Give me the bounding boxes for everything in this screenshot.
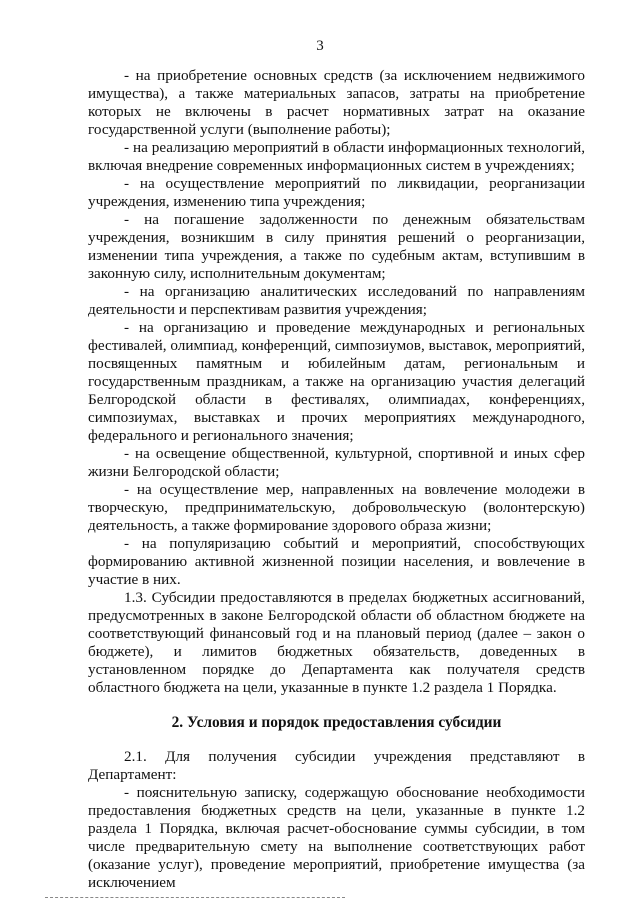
paragraph: - на популяризацию событий и мероприятий, способствующих формированию активной жизненной позиции населения, и вовлечение в участие в них. [88, 535, 585, 588]
paragraph: - на осуществление мер, направленных на вовлечение молодежи в творческую, предпринимательскую, добровольческую (волонтерскую) деятельность, а также формирование здорового образа жизни; [88, 481, 585, 534]
paragraph: - на осуществление мероприятий по ликвидации, реорганизации учреждения, изменению типа учреждения; [88, 175, 585, 210]
paragraph: - на организацию и проведение международных и региональных фестивалей, олимпиад, конференций, симпозиумов, выставок, мероприятий, посвященных памятным и юбилейным датам, региональным и государственным праздникам, а также на организацию участия делегаций Белгородской области в фестивалях, олимпиадах, конференциях, симпозиумах, выставках и прочих мероприятиях международного, федерального и регионального значения; [88, 319, 585, 444]
scan-edge-line [45, 897, 345, 898]
paragraph: - на освещение общественной, культурной, спортивной и иных сфер жизни Белгородской области; [88, 445, 585, 480]
page-number: 3 [316, 38, 324, 54]
paragraph: - на организацию аналитических исследований по направлениям деятельности и перспективам развития учреждения; [88, 283, 585, 318]
document-body [88, 67, 585, 892]
section-heading: 2. Условия и порядок предоставления субсидии [171, 714, 502, 731]
paragraph: - пояснительную записку, содержащую обоснование необходимости предоставления бюджетных средств на цели, указанные в пункте 1.2 раздела 1 Порядка, включая расчет-обоснование суммы субсидии, в том числе предварительную смету на выполнение соответствующих работ (оказание услуг), проведение мероприятий, приобретение имущества (за исключением [88, 784, 585, 891]
paragraph: 2.1. Для получения субсидии учреждения представляют в Департамент: [88, 748, 585, 783]
paragraph: - на реализацию мероприятий в области информационных технологий, включая внедрение современных информационных систем в учреждениях; [88, 139, 585, 174]
paragraph: - на приобретение основных средств (за исключением недвижимого имущества), а также материальных запасов, затраты на приобретение которых не включены в расчет нормативных затрат на оказание государственной услуги (выполнение работы); [88, 67, 585, 138]
paragraph: - на погашение задолженности по денежным обязательствам учреждения, возникшим в силу принятия решений о реорганизации, изменении типа учреждения, а также по судебным актам, вступившим в законную силу, исполнительным документам; [88, 211, 585, 282]
paragraph: 1.3. Субсидии предоставляются в пределах бюджетных ассигнований, предусмотренных в законе Белгородской области об областном бюджете на соответствующий финансовый год и на плановый период (далее – закон о бюджете), и лимитов бюджетных обязательств, доведенных в установленном порядке до Департамента как получателя средств областного бюджета на цели, указанные в пункте 1.2 раздела 1 Порядка. [88, 589, 585, 696]
